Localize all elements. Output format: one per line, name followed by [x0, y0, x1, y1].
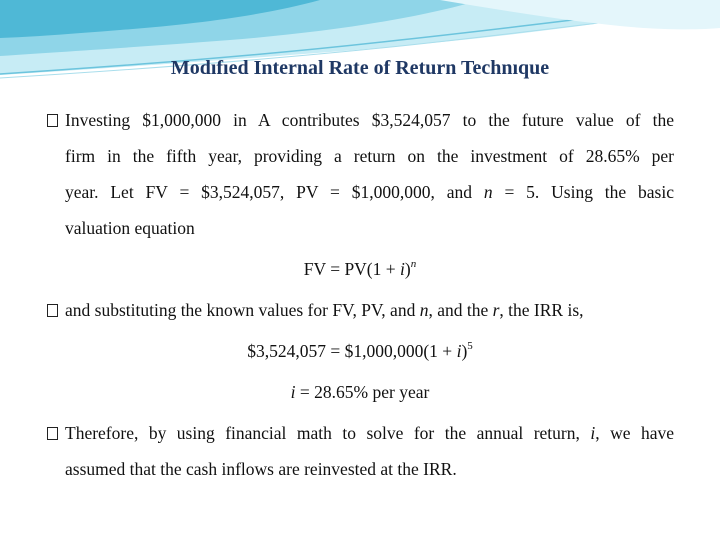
bullet1-line1: Investing $1,000,000 in A contributes $3,524,057 to the future value of the	[65, 110, 674, 130]
bullet1-line3-text-a: year. Let FV = $3,524,057, PV = $1,000,000, and	[65, 182, 484, 202]
slide-title: Modıfıed Internal Rate of Return Technıque	[170, 57, 550, 79]
bullet1-line3-text-b: = 5. Using the basic	[492, 182, 674, 202]
bullet2-text-a: and substituting the known values for FV, PV, and	[65, 300, 420, 320]
bullet1-line3	[65, 182, 674, 203]
bullet1-line4: valuation equation	[65, 218, 195, 238]
bullet3-line1-text-a: Therefore, by using financial math to solve for the annual return,	[65, 423, 591, 443]
equation2-left: $3,524,057 = $1,000,000(1 +	[247, 341, 457, 361]
equation2-var: i	[456, 341, 462, 361]
bullet2-text-b: , and the	[428, 300, 493, 320]
bullet-square-icon	[47, 304, 58, 317]
bullet3-line2: assumed that the cash inflows are reinvested at the IRR.	[65, 459, 457, 479]
variable-r: r	[492, 300, 500, 320]
equation-substituted	[0, 341, 720, 362]
equation2-exponent: 5	[467, 340, 473, 352]
equation1-left: FV = PV(1 +	[303, 259, 401, 279]
bullet-square-icon	[47, 427, 58, 440]
bullet-item-investing	[47, 110, 675, 240]
equation3-rest: = 28.65% per year	[295, 382, 430, 402]
bullet-item-therefore	[47, 423, 675, 483]
equation1-exponent: n	[410, 258, 417, 270]
equation3-var: i	[290, 382, 296, 402]
bullet-item-substituting	[47, 300, 675, 324]
bullet2-line	[65, 300, 584, 321]
equation1-var: i	[400, 259, 405, 279]
equation1-right: )	[404, 259, 411, 279]
bullet-square-icon	[47, 114, 58, 127]
equation-result	[0, 382, 720, 403]
bullet1-line2: firm in the fifth year, providing a return on the investment of 28.65% per	[65, 146, 674, 166]
bullet2-text-c: , the IRR is,	[499, 300, 584, 320]
bullet3-line1-text-b: , we have	[595, 423, 674, 443]
bullet3-line1	[65, 423, 674, 444]
variable-n: n	[419, 300, 429, 320]
variable-n: n	[483, 182, 493, 202]
equation2-right: )	[461, 341, 468, 361]
variable-i: i	[590, 423, 596, 443]
equation-fv	[0, 259, 720, 280]
